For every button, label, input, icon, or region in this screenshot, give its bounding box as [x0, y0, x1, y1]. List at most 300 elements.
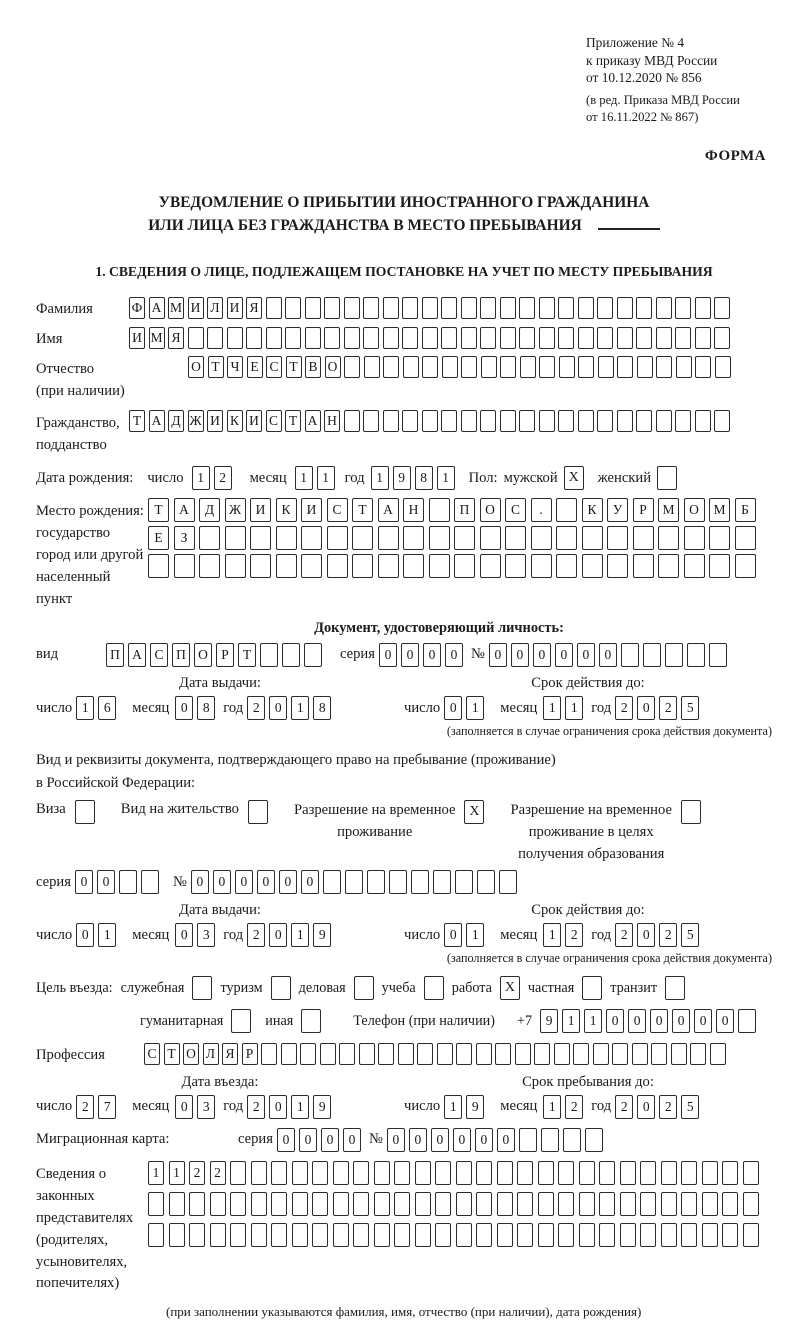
char-cell[interactable]	[563, 1128, 581, 1152]
char-cell[interactable]	[415, 1192, 431, 1216]
purpose-ucheba-checkbox[interactable]	[424, 976, 444, 1000]
char-cell[interactable]	[539, 356, 555, 378]
char-cell[interactable]	[339, 1043, 355, 1065]
char-cell[interactable]	[374, 1192, 390, 1216]
char-cell[interactable]: 0	[191, 870, 209, 894]
char-cell[interactable]	[687, 643, 705, 667]
char-cell[interactable]	[441, 297, 457, 319]
char-cell[interactable]: 2	[615, 696, 633, 720]
char-cell[interactable]	[702, 1161, 718, 1185]
phone-cells[interactable]	[540, 1009, 760, 1033]
char-cell[interactable]: А	[149, 297, 165, 319]
char-cell[interactable]: Ф	[129, 297, 145, 319]
guardians-row-1[interactable]	[148, 1161, 763, 1185]
char-cell[interactable]	[531, 526, 552, 550]
char-cell[interactable]	[169, 1223, 185, 1247]
char-cell[interactable]	[709, 554, 730, 578]
char-cell[interactable]: М	[168, 297, 184, 319]
char-cell[interactable]	[695, 297, 711, 319]
char-cell[interactable]	[559, 356, 575, 378]
char-cell[interactable]	[710, 1043, 726, 1065]
char-cell[interactable]: 0	[637, 1095, 655, 1119]
char-cell[interactable]: Ж	[225, 498, 246, 522]
char-cell[interactable]: 1	[291, 1095, 309, 1119]
char-cell[interactable]	[383, 297, 399, 319]
char-cell[interactable]	[637, 356, 653, 378]
char-cell[interactable]: 5	[681, 696, 699, 720]
char-cell[interactable]	[579, 1223, 595, 1247]
char-cell[interactable]: 0	[401, 643, 419, 667]
purpose-tranzit-checkbox[interactable]	[665, 976, 685, 1000]
char-cell[interactable]	[617, 410, 633, 432]
doc-kind-cells[interactable]	[106, 643, 326, 667]
char-cell[interactable]: 0	[76, 923, 94, 947]
res-issue-month-cells[interactable]	[175, 923, 219, 947]
char-cell[interactable]	[169, 1192, 185, 1216]
char-cell[interactable]	[300, 1043, 316, 1065]
char-cell[interactable]	[607, 554, 628, 578]
citizenship-cells[interactable]	[129, 410, 734, 432]
char-cell[interactable]: 1	[444, 1095, 462, 1119]
valid-month-cells[interactable]	[543, 696, 587, 720]
char-cell[interactable]	[539, 327, 555, 349]
char-cell[interactable]	[558, 297, 574, 319]
char-cell[interactable]: О	[183, 1043, 199, 1065]
char-cell[interactable]	[359, 1043, 375, 1065]
char-cell[interactable]: 2	[615, 1095, 633, 1119]
purpose-gumanitarnaya-checkbox[interactable]	[231, 1009, 251, 1033]
char-cell[interactable]	[656, 297, 672, 319]
char-cell[interactable]: Е	[247, 356, 263, 378]
char-cell[interactable]	[675, 410, 691, 432]
char-cell[interactable]: Р	[216, 643, 234, 667]
char-cell[interactable]	[578, 410, 594, 432]
gender-male-checkbox[interactable]: X	[564, 466, 584, 490]
char-cell[interactable]: 0	[599, 643, 617, 667]
char-cell[interactable]	[282, 643, 300, 667]
residence-series-cells[interactable]	[75, 870, 163, 894]
char-cell[interactable]	[199, 554, 220, 578]
char-cell[interactable]	[500, 356, 516, 378]
doc-series-cells[interactable]	[379, 643, 467, 667]
char-cell[interactable]	[620, 1223, 636, 1247]
char-cell[interactable]	[539, 297, 555, 319]
res-valid-year-cells[interactable]	[615, 923, 703, 947]
char-cell[interactable]	[403, 554, 424, 578]
char-cell[interactable]: 2	[247, 1095, 265, 1119]
visa-checkbox[interactable]	[75, 800, 95, 824]
char-cell[interactable]	[324, 327, 340, 349]
purpose-turizm-checkbox[interactable]	[271, 976, 291, 1000]
char-cell[interactable]	[301, 554, 322, 578]
char-cell[interactable]	[333, 1223, 349, 1247]
char-cell[interactable]	[285, 327, 301, 349]
char-cell[interactable]: 0	[269, 923, 287, 947]
char-cell[interactable]: М	[658, 498, 679, 522]
char-cell[interactable]	[735, 554, 756, 578]
res-issue-day-cells[interactable]	[76, 923, 120, 947]
char-cell[interactable]: 2	[565, 923, 583, 947]
char-cell[interactable]	[363, 327, 379, 349]
char-cell[interactable]: Я	[246, 297, 262, 319]
char-cell[interactable]: 0	[606, 1009, 624, 1033]
char-cell[interactable]	[658, 526, 679, 550]
char-cell[interactable]	[344, 356, 360, 378]
char-cell[interactable]	[585, 1128, 603, 1152]
char-cell[interactable]	[579, 1192, 595, 1216]
char-cell[interactable]	[636, 410, 652, 432]
char-cell[interactable]	[714, 410, 730, 432]
residence-permit-checkbox[interactable]	[248, 800, 268, 824]
char-cell[interactable]	[250, 554, 271, 578]
char-cell[interactable]	[690, 1043, 706, 1065]
char-cell[interactable]	[636, 327, 652, 349]
residence-number-cells[interactable]	[191, 870, 521, 894]
char-cell[interactable]	[422, 297, 438, 319]
char-cell[interactable]	[617, 356, 633, 378]
char-cell[interactable]: 0	[379, 643, 397, 667]
char-cell[interactable]	[579, 1161, 595, 1185]
char-cell[interactable]	[722, 1223, 738, 1247]
char-cell[interactable]	[442, 356, 458, 378]
char-cell[interactable]	[714, 327, 730, 349]
char-cell[interactable]	[344, 327, 360, 349]
char-cell[interactable]	[433, 870, 451, 894]
char-cell[interactable]: 1	[565, 696, 583, 720]
char-cell[interactable]	[304, 643, 322, 667]
char-cell[interactable]	[148, 1192, 164, 1216]
char-cell[interactable]: О	[325, 356, 341, 378]
char-cell[interactable]	[743, 1223, 759, 1247]
char-cell[interactable]	[517, 1223, 533, 1247]
migration-number-cells[interactable]	[387, 1128, 607, 1152]
char-cell[interactable]	[141, 870, 159, 894]
char-cell[interactable]	[260, 643, 278, 667]
char-cell[interactable]	[640, 1161, 656, 1185]
char-cell[interactable]: С	[144, 1043, 160, 1065]
char-cell[interactable]	[383, 327, 399, 349]
char-cell[interactable]: К	[582, 498, 603, 522]
char-cell[interactable]	[633, 554, 654, 578]
char-cell[interactable]	[394, 1161, 410, 1185]
char-cell[interactable]	[454, 554, 475, 578]
char-cell[interactable]: 0	[444, 923, 462, 947]
char-cell[interactable]	[593, 1043, 609, 1065]
char-cell[interactable]	[461, 410, 477, 432]
char-cell[interactable]	[398, 1043, 414, 1065]
char-cell[interactable]: 0	[269, 1095, 287, 1119]
char-cell[interactable]	[558, 327, 574, 349]
char-cell[interactable]: О	[480, 498, 501, 522]
char-cell[interactable]	[656, 356, 672, 378]
char-cell[interactable]	[480, 297, 496, 319]
char-cell[interactable]	[633, 526, 654, 550]
char-cell[interactable]	[271, 1192, 287, 1216]
char-cell[interactable]: 1	[98, 923, 116, 947]
char-cell[interactable]: Т	[238, 643, 256, 667]
char-cell[interactable]: .	[531, 498, 552, 522]
char-cell[interactable]: 0	[277, 1128, 295, 1152]
char-cell[interactable]	[422, 327, 438, 349]
char-cell[interactable]: У	[607, 498, 628, 522]
char-cell[interactable]: С	[266, 356, 282, 378]
char-cell[interactable]: 0	[637, 696, 655, 720]
char-cell[interactable]	[174, 554, 195, 578]
char-cell[interactable]	[403, 526, 424, 550]
char-cell[interactable]	[735, 526, 756, 550]
char-cell[interactable]: 1	[466, 696, 484, 720]
char-cell[interactable]: 2	[659, 1095, 677, 1119]
guardians-row-3[interactable]	[148, 1223, 763, 1247]
char-cell[interactable]	[312, 1192, 328, 1216]
char-cell[interactable]	[499, 870, 517, 894]
char-cell[interactable]	[230, 1161, 246, 1185]
char-cell[interactable]	[554, 1043, 570, 1065]
char-cell[interactable]	[500, 297, 516, 319]
char-cell[interactable]: Т	[352, 498, 373, 522]
char-cell[interactable]: А	[305, 410, 321, 432]
char-cell[interactable]	[480, 526, 501, 550]
char-cell[interactable]: И	[301, 498, 322, 522]
char-cell[interactable]: 9	[313, 923, 331, 947]
char-cell[interactable]	[480, 327, 496, 349]
char-cell[interactable]: 0	[423, 643, 441, 667]
char-cell[interactable]	[320, 1043, 336, 1065]
res-valid-month-cells[interactable]	[543, 923, 587, 947]
char-cell[interactable]: 0	[387, 1128, 405, 1152]
char-cell[interactable]	[684, 554, 705, 578]
char-cell[interactable]	[617, 327, 633, 349]
char-cell[interactable]: Ж	[188, 410, 204, 432]
char-cell[interactable]: 1	[192, 466, 210, 490]
char-cell[interactable]	[582, 526, 603, 550]
stay-year-cells[interactable]	[615, 1095, 703, 1119]
char-cell[interactable]	[456, 1043, 472, 1065]
char-cell[interactable]: М	[709, 498, 730, 522]
char-cell[interactable]	[612, 1043, 628, 1065]
char-cell[interactable]	[671, 1043, 687, 1065]
char-cell[interactable]: З	[174, 526, 195, 550]
char-cell[interactable]	[675, 297, 691, 319]
char-cell[interactable]	[353, 1223, 369, 1247]
char-cell[interactable]	[345, 870, 363, 894]
char-cell[interactable]	[722, 1192, 738, 1216]
char-cell[interactable]	[455, 870, 473, 894]
char-cell[interactable]	[251, 1192, 267, 1216]
char-cell[interactable]	[538, 1192, 554, 1216]
char-cell[interactable]: 0	[637, 923, 655, 947]
char-cell[interactable]: 0	[175, 1095, 193, 1119]
char-cell[interactable]: Д	[168, 410, 184, 432]
char-cell[interactable]: 0	[235, 870, 253, 894]
char-cell[interactable]: 0	[321, 1128, 339, 1152]
char-cell[interactable]	[476, 1223, 492, 1247]
char-cell[interactable]: 0	[716, 1009, 734, 1033]
char-cell[interactable]: О	[188, 356, 204, 378]
char-cell[interactable]	[394, 1192, 410, 1216]
char-cell[interactable]: 0	[75, 870, 93, 894]
char-cell[interactable]: О	[194, 643, 212, 667]
char-cell[interactable]	[519, 327, 535, 349]
char-cell[interactable]: 1	[291, 923, 309, 947]
char-cell[interactable]	[505, 526, 526, 550]
gender-female-checkbox[interactable]	[657, 466, 677, 490]
char-cell[interactable]	[681, 1161, 697, 1185]
char-cell[interactable]	[558, 1161, 574, 1185]
char-cell[interactable]	[292, 1223, 308, 1247]
char-cell[interactable]: Н	[324, 410, 340, 432]
char-cell[interactable]	[640, 1223, 656, 1247]
char-cell[interactable]: И	[207, 410, 223, 432]
char-cell[interactable]	[582, 554, 603, 578]
char-cell[interactable]	[497, 1161, 513, 1185]
char-cell[interactable]: 1	[437, 466, 455, 490]
char-cell[interactable]: 2	[76, 1095, 94, 1119]
char-cell[interactable]	[344, 297, 360, 319]
temp-permit-checkbox[interactable]: X	[464, 800, 484, 824]
char-cell[interactable]: 1	[466, 923, 484, 947]
char-cell[interactable]	[617, 297, 633, 319]
char-cell[interactable]: Т	[148, 498, 169, 522]
char-cell[interactable]: Н	[403, 498, 424, 522]
char-cell[interactable]	[534, 1043, 550, 1065]
char-cell[interactable]	[715, 356, 731, 378]
char-cell[interactable]: 0	[444, 696, 462, 720]
char-cell[interactable]	[230, 1192, 246, 1216]
valid-day-cells[interactable]	[444, 696, 488, 720]
char-cell[interactable]: Я	[168, 327, 184, 349]
char-cell[interactable]: 0	[489, 643, 507, 667]
char-cell[interactable]	[599, 1192, 615, 1216]
char-cell[interactable]	[415, 1161, 431, 1185]
char-cell[interactable]: 8	[415, 466, 433, 490]
char-cell[interactable]: С	[327, 498, 348, 522]
char-cell[interactable]	[598, 356, 614, 378]
char-cell[interactable]	[251, 1161, 267, 1185]
char-cell[interactable]: 2	[247, 923, 265, 947]
char-cell[interactable]	[480, 554, 501, 578]
char-cell[interactable]: 8	[197, 696, 215, 720]
char-cell[interactable]	[476, 1192, 492, 1216]
char-cell[interactable]: А	[128, 643, 146, 667]
migration-series-cells[interactable]	[277, 1128, 365, 1152]
char-cell[interactable]	[743, 1192, 759, 1216]
char-cell[interactable]	[227, 327, 243, 349]
char-cell[interactable]: К	[227, 410, 243, 432]
char-cell[interactable]	[301, 526, 322, 550]
char-cell[interactable]	[435, 1223, 451, 1247]
char-cell[interactable]: 1	[562, 1009, 580, 1033]
char-cell[interactable]	[305, 297, 321, 319]
surname-cells[interactable]	[129, 297, 734, 319]
char-cell[interactable]	[599, 1223, 615, 1247]
char-cell[interactable]	[403, 356, 419, 378]
char-cell[interactable]	[422, 356, 438, 378]
char-cell[interactable]: 0	[97, 870, 115, 894]
char-cell[interactable]	[199, 526, 220, 550]
char-cell[interactable]	[558, 410, 574, 432]
char-cell[interactable]: 1	[148, 1161, 164, 1185]
char-cell[interactable]	[441, 410, 457, 432]
char-cell[interactable]: 0	[628, 1009, 646, 1033]
char-cell[interactable]	[292, 1161, 308, 1185]
char-cell[interactable]	[188, 327, 204, 349]
char-cell[interactable]: П	[172, 643, 190, 667]
char-cell[interactable]	[477, 870, 495, 894]
char-cell[interactable]	[461, 327, 477, 349]
char-cell[interactable]: Р	[242, 1043, 258, 1065]
char-cell[interactable]	[435, 1192, 451, 1216]
char-cell[interactable]	[353, 1192, 369, 1216]
char-cell[interactable]	[266, 297, 282, 319]
char-cell[interactable]: 1	[169, 1161, 185, 1185]
char-cell[interactable]	[441, 327, 457, 349]
char-cell[interactable]	[743, 1161, 759, 1185]
res-valid-day-cells[interactable]	[444, 923, 488, 947]
given-name-cells[interactable]	[129, 327, 734, 349]
char-cell[interactable]: 0	[672, 1009, 690, 1033]
char-cell[interactable]	[312, 1161, 328, 1185]
char-cell[interactable]: 1	[291, 696, 309, 720]
char-cell[interactable]	[383, 410, 399, 432]
char-cell[interactable]	[684, 526, 705, 550]
char-cell[interactable]	[271, 1223, 287, 1247]
char-cell[interactable]	[505, 554, 526, 578]
char-cell[interactable]	[323, 870, 341, 894]
char-cell[interactable]: 0	[299, 1128, 317, 1152]
char-cell[interactable]: 2	[214, 466, 232, 490]
char-cell[interactable]: И	[250, 498, 271, 522]
char-cell[interactable]	[520, 356, 536, 378]
char-cell[interactable]	[656, 327, 672, 349]
char-cell[interactable]	[665, 643, 683, 667]
char-cell[interactable]: Л	[203, 1043, 219, 1065]
char-cell[interactable]	[656, 410, 672, 432]
char-cell[interactable]: 9	[466, 1095, 484, 1119]
char-cell[interactable]: Т	[164, 1043, 180, 1065]
char-cell[interactable]	[266, 327, 282, 349]
char-cell[interactable]	[558, 1192, 574, 1216]
char-cell[interactable]	[429, 498, 450, 522]
char-cell[interactable]	[230, 1223, 246, 1247]
char-cell[interactable]	[429, 554, 450, 578]
stay-day-cells[interactable]	[444, 1095, 488, 1119]
char-cell[interactable]: 3	[197, 923, 215, 947]
char-cell[interactable]: 8	[313, 696, 331, 720]
char-cell[interactable]	[519, 1128, 537, 1152]
char-cell[interactable]	[702, 1223, 718, 1247]
char-cell[interactable]	[225, 554, 246, 578]
char-cell[interactable]	[497, 1223, 513, 1247]
char-cell[interactable]	[676, 356, 692, 378]
char-cell[interactable]	[417, 1043, 433, 1065]
res-issue-year-cells[interactable]	[247, 923, 335, 947]
char-cell[interactable]	[538, 1161, 554, 1185]
char-cell[interactable]: 1	[317, 466, 335, 490]
char-cell[interactable]	[210, 1192, 226, 1216]
char-cell[interactable]: Р	[633, 498, 654, 522]
char-cell[interactable]: 5	[681, 1095, 699, 1119]
purpose-rabota-checkbox[interactable]: X	[500, 976, 520, 1000]
char-cell[interactable]: 0	[445, 643, 463, 667]
char-cell[interactable]	[367, 870, 385, 894]
char-cell[interactable]: 0	[213, 870, 231, 894]
char-cell[interactable]: А	[149, 410, 165, 432]
char-cell[interactable]	[709, 526, 730, 550]
purpose-inaya-checkbox[interactable]	[301, 1009, 321, 1033]
char-cell[interactable]	[599, 1161, 615, 1185]
char-cell[interactable]	[364, 356, 380, 378]
